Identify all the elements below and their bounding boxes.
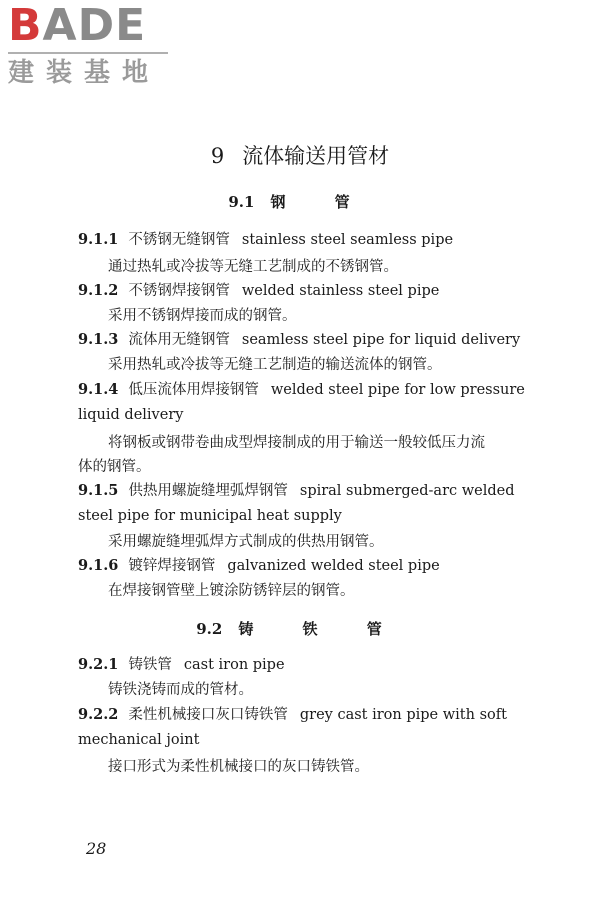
bade-watermark <box>8 0 178 88</box>
term-line-9-1-2 <box>78 281 439 301</box>
logo-subtitle: 建装基地 <box>8 58 161 88</box>
term-cn: 低压流体用焊接钢管 <box>128 382 259 398</box>
term-cn: 流体用无缝钢管 <box>128 332 230 348</box>
definition-9-2-2: 接口形式为柔性机械接口的灰口铸铁管。 <box>108 759 369 775</box>
term-cn: 铸铁管 <box>128 657 172 673</box>
term-number: 9.1.1 <box>78 231 119 248</box>
page-number: 28 <box>86 839 107 858</box>
term-en: cast iron pipe <box>183 657 285 673</box>
term-en: galvanized welded steel pipe <box>227 558 440 574</box>
term-number: 9.1.3 <box>78 331 119 348</box>
term-line-9-2-1 <box>78 655 285 675</box>
bade-logo <box>8 0 178 51</box>
term-en-continued-9-1-5: steel pipe for municipal heat supply <box>78 508 342 524</box>
term-en: spiral submerged-arc welded <box>299 483 515 499</box>
chapter-title: 流体输送用管材 <box>242 144 390 168</box>
term-line-9-1-6 <box>78 556 440 576</box>
section-title: 钢 管 <box>270 193 372 211</box>
chapter-number: 9 <box>210 144 225 168</box>
term-en: seamless steel pipe for liquid delivery <box>241 332 521 348</box>
term-number: 9.1.5 <box>78 482 119 499</box>
definition-9-1-4: 将钢板或钢带卷曲成型焊接制成的用于输送一般较低压力流 <box>108 435 485 451</box>
section-heading-9-2 <box>0 619 600 639</box>
definition-9-1-1: 通过热轧或冷拔等无缝工艺制成的不锈钢管。 <box>108 259 398 275</box>
term-en-continued-9-2-2: mechanical joint <box>78 732 200 748</box>
term-number: 9.1.4 <box>78 381 119 398</box>
logo-divider <box>8 52 168 54</box>
definition-9-1-5: 采用螺旋缝埋弧焊方式制成的供热用钢管。 <box>108 534 384 550</box>
term-cn: 柔性机械接口灰口铸铁管 <box>128 707 288 723</box>
definition-9-1-6: 在焊接钢管壁上镀涂防锈锌层的钢管。 <box>108 583 355 599</box>
term-en: welded steel pipe for low pressure <box>270 382 525 398</box>
term-en: grey cast iron pipe with soft <box>299 707 507 723</box>
term-number: 9.2.1 <box>78 656 119 673</box>
term-en: stainless steel seamless pipe <box>241 232 454 248</box>
section-heading-9-1 <box>0 192 600 212</box>
term-number: 9.2.2 <box>78 706 119 723</box>
logo-letters-ade: ADE <box>42 0 147 51</box>
section-title: 铸 铁 管 <box>238 620 404 638</box>
term-cn: 镀锌焊接钢管 <box>128 558 216 574</box>
term-line-9-1-5 <box>78 481 515 501</box>
term-line-9-1-4 <box>78 380 525 400</box>
definition-9-1-2: 采用不锈钢焊接而成的钢管。 <box>108 308 297 324</box>
definition-continued-9-1-4: 体的钢管。 <box>78 459 151 475</box>
term-en-continued-9-1-4: liquid delivery <box>78 407 184 423</box>
chapter-heading <box>0 142 600 170</box>
section-number: 9.2 <box>196 620 223 638</box>
definition-9-2-1: 铸铁浇铸而成的管材。 <box>108 682 253 698</box>
term-line-9-2-2 <box>78 705 507 725</box>
term-cn: 不锈钢焊接钢管 <box>128 283 230 299</box>
logo-letter-b: B <box>8 0 43 51</box>
term-number: 9.1.6 <box>78 557 119 574</box>
term-cn: 不锈钢无缝钢管 <box>128 232 230 248</box>
definition-9-1-3: 采用热轧或冷拔等无缝工艺制造的输送流体的钢管。 <box>108 357 442 373</box>
term-line-9-1-1 <box>78 230 453 250</box>
section-number: 9.1 <box>228 193 255 211</box>
term-en: welded stainless steel pipe <box>241 283 440 299</box>
term-line-9-1-3 <box>78 330 520 350</box>
term-number: 9.1.2 <box>78 282 119 299</box>
term-cn: 供热用螺旋缝埋弧焊钢管 <box>128 483 288 499</box>
